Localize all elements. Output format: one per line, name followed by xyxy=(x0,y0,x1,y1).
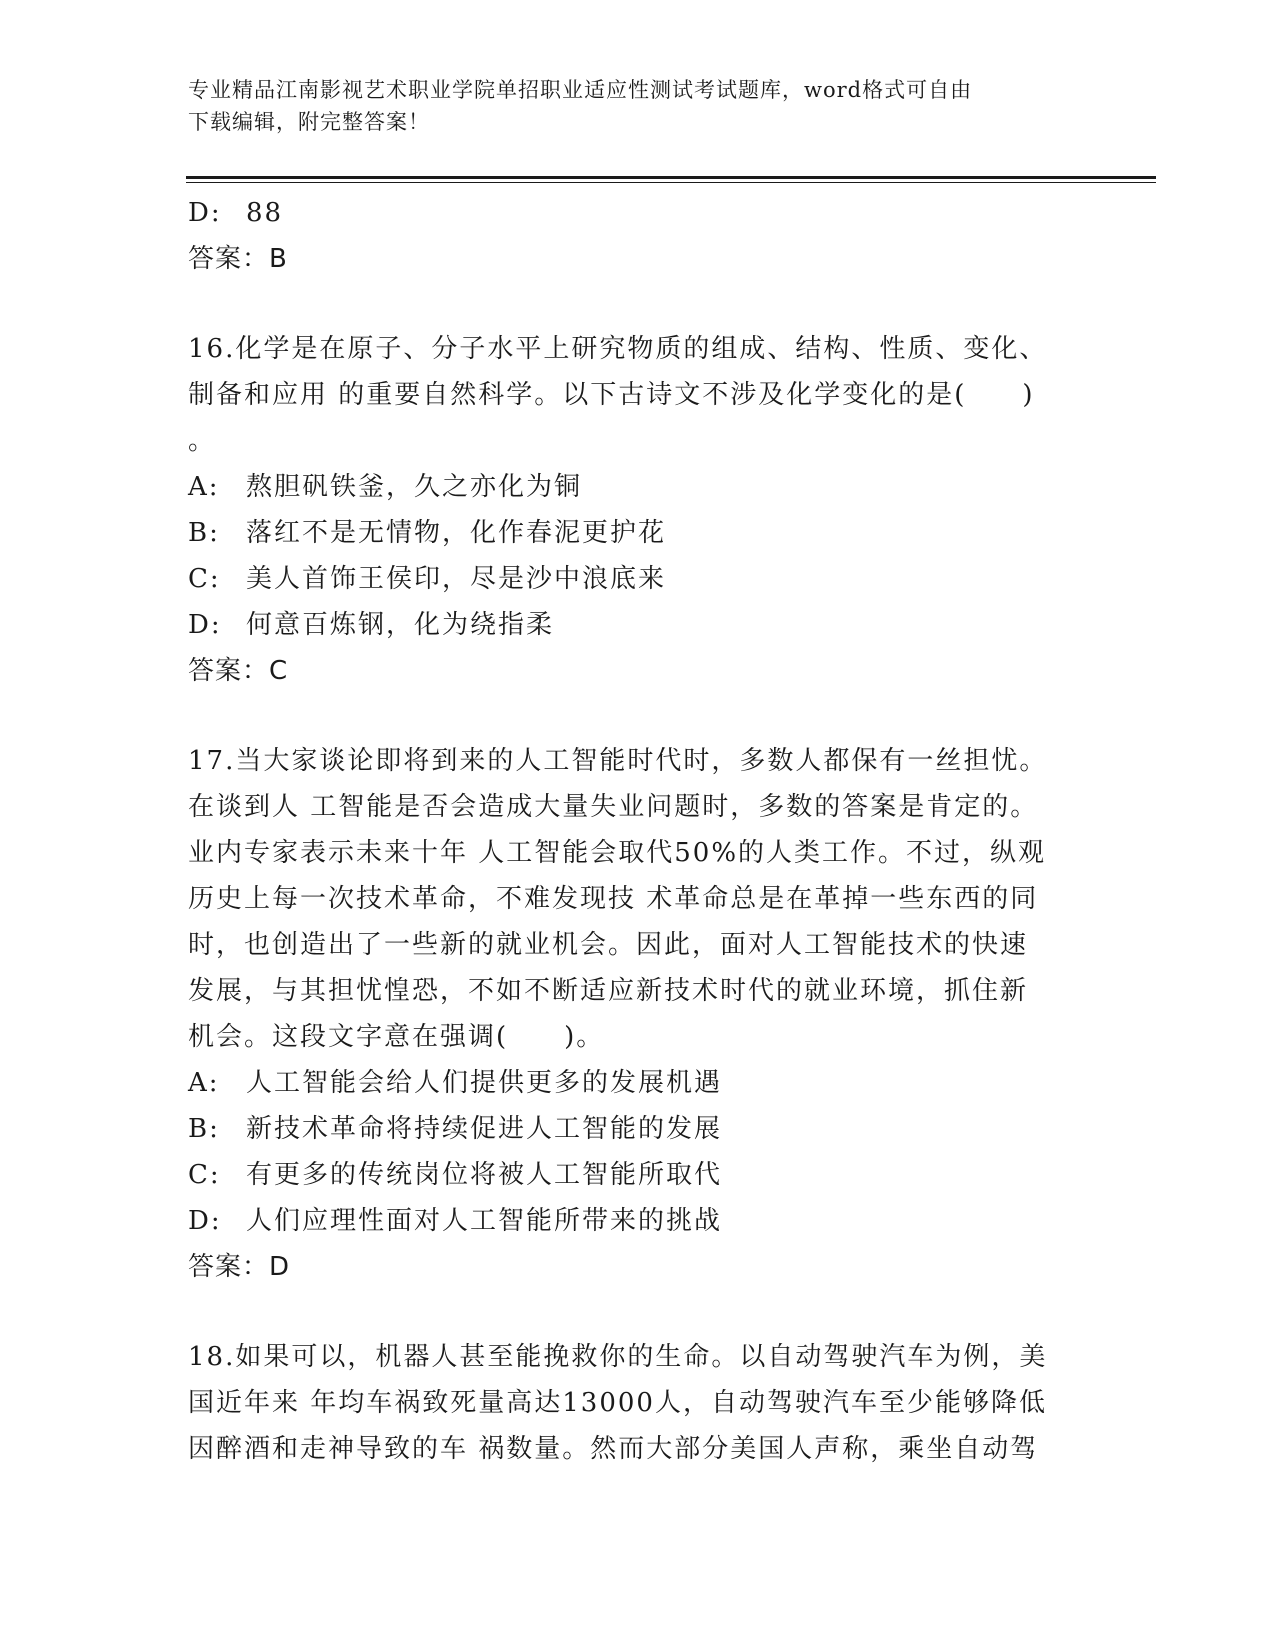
option-text: 美人首饰王侯印，尽是沙中浪底来 xyxy=(246,564,667,594)
question-text-line: 。 xyxy=(188,426,217,456)
option-letter: B: xyxy=(188,518,220,548)
question-text-line: 18.如果可以，机器人甚至能挽救你的生命。以自动驾驶汽车为例，美 xyxy=(188,1342,1048,1372)
answer-line: 答案：B xyxy=(188,244,288,274)
option-a xyxy=(188,1060,1078,1106)
question-text-line: 发展，与其担忧惶恐，不如不断适应新技术时代的就业环境，抓住新 xyxy=(188,976,1029,1006)
option-text: 何意百炼钢，化为绕指柔 xyxy=(246,610,555,640)
option-a xyxy=(188,464,1078,510)
option-letter: D: xyxy=(188,1206,222,1236)
option-c xyxy=(188,556,1078,602)
question-16 xyxy=(188,326,1078,694)
spacer xyxy=(188,282,1078,326)
page-header xyxy=(188,74,1068,138)
option-text: 88 xyxy=(246,198,284,228)
header-line-2: 下载编辑，附完整答案！ xyxy=(188,110,430,134)
header-rule-thin xyxy=(186,182,1156,183)
option-letter: A: xyxy=(188,472,220,502)
question-text-line: 国近年来 年均车祸致死量高达13000人，自动驾驶汽车至少能够降低 xyxy=(188,1388,1047,1418)
option-text: 人工智能会给人们提供更多的发展机遇 xyxy=(246,1068,723,1098)
option-b xyxy=(188,510,1078,556)
question-text-line: 时，也创造出了一些新的就业机会。因此，面对人工智能技术的快速 xyxy=(188,930,1029,960)
option-letter: D: xyxy=(188,610,222,640)
option-text: 有更多的传统岗位将被人工智能所取代 xyxy=(246,1160,723,1190)
option-d xyxy=(188,190,1078,236)
option-letter: C: xyxy=(188,1160,221,1190)
question-content xyxy=(188,190,1078,1472)
answer-line: 答案：C xyxy=(188,656,289,686)
option-b xyxy=(188,1106,1078,1152)
question-text-line: 17.当大家谈论即将到来的人工智能时代时，多数人都保有一丝担忧。 xyxy=(188,746,1048,776)
question-text-line: 因醉酒和走神导致的车 祸数量。然而大部分美国人声称，乘坐自动驾 xyxy=(188,1434,1039,1464)
question-text-line: 制备和应用 的重要自然科学。以下古诗文不涉及化学变化的是( ) xyxy=(188,380,1035,410)
question-text-line: 历史上每一次技术革命，不难发现技 术革命总是在革掉一些东西的同 xyxy=(188,884,1039,914)
option-text: 新技术革命将持续促进人工智能的发展 xyxy=(246,1114,723,1144)
question-text-line: 业内专家表示未来十年 人工智能会取代50%的人类工作。不过，纵观 xyxy=(188,838,1047,868)
question-text-line: 机会。这段文字意在强调( )。 xyxy=(188,1022,605,1052)
header-rule-thick xyxy=(186,176,1156,179)
option-letter: C: xyxy=(188,564,221,594)
question-text-line: 在谈到人 工智能是否会造成大量失业问题时，多数的答案是肯定的。 xyxy=(188,792,1039,822)
question-17 xyxy=(188,738,1078,1290)
answer-line: 答案：D xyxy=(188,1252,291,1282)
header-line-1: 专业精品江南影视艺术职业学院单招职业适应性测试考试题库，word格式可自由 xyxy=(188,78,973,102)
option-c xyxy=(188,1152,1078,1198)
spacer xyxy=(188,1290,1078,1334)
option-d xyxy=(188,602,1078,648)
spacer xyxy=(188,694,1078,738)
question-18 xyxy=(188,1334,1078,1472)
option-text: 人们应理性面对人工智能所带来的挑战 xyxy=(246,1206,723,1236)
option-letter: B: xyxy=(188,1114,220,1144)
option-letter: A: xyxy=(188,1068,220,1098)
option-text: 落红不是无情物，化作春泥更护花 xyxy=(246,518,667,548)
option-letter: D: xyxy=(188,198,222,228)
option-text: 熬胆矾铁釜，久之亦化为铜 xyxy=(246,472,583,502)
option-d xyxy=(188,1198,1078,1244)
question-text-line: 16.化学是在原子、分子水平上研究物质的组成、结构、性质、变化、 xyxy=(188,334,1048,364)
